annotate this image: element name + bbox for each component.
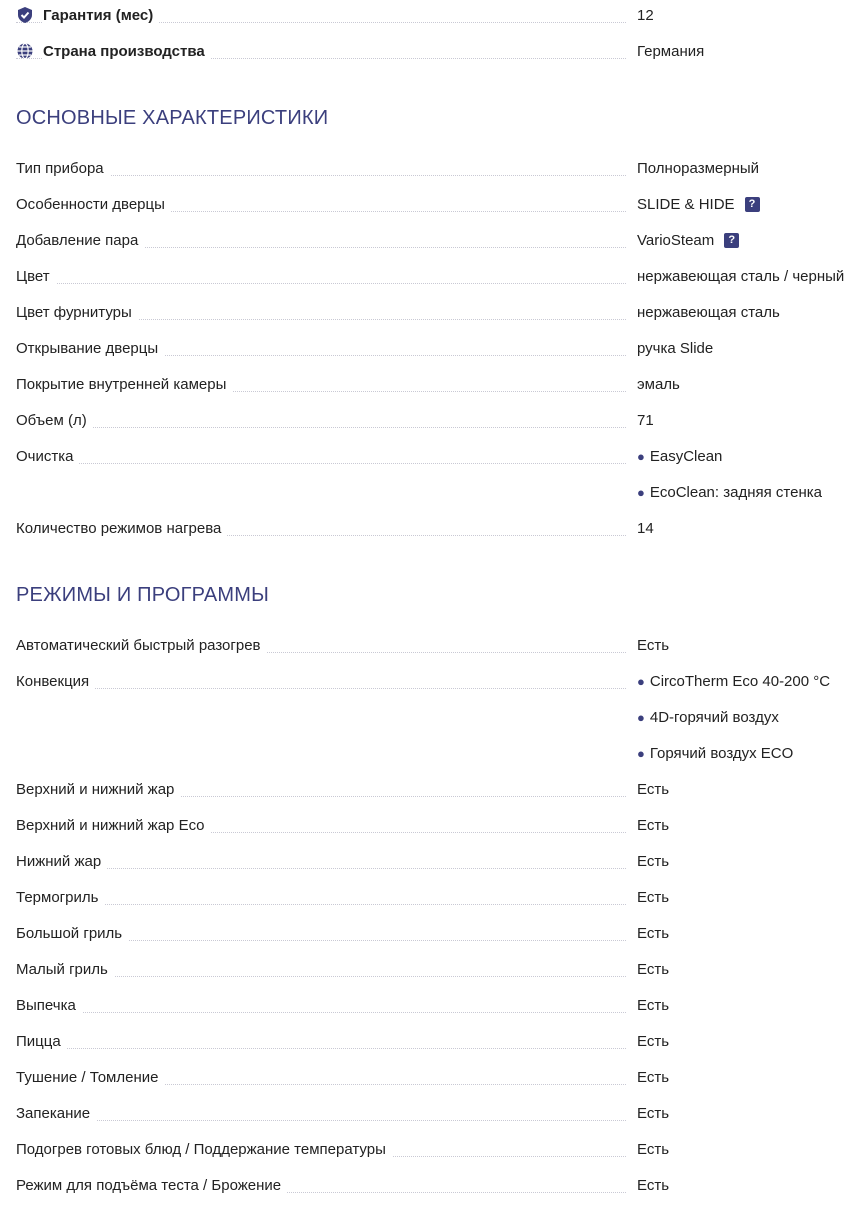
spec-value: Есть <box>637 636 670 654</box>
spec-row-convection-extra <box>16 735 861 771</box>
spec-label: Большой гриль <box>16 925 128 942</box>
spec-label: Открывание дверцы <box>16 340 164 357</box>
spec-value: Есть <box>637 1140 670 1158</box>
spec-label: Цвет фурнитуры <box>16 304 138 321</box>
spec-value-item: ● CircoTherm Eco 40-200 °C <box>637 672 831 690</box>
spec-value: 71 <box>637 411 654 429</box>
bullet-icon: ● <box>637 673 645 689</box>
spec-value: эмаль <box>637 375 680 393</box>
spec-label: Покрытие внутренней камеры <box>16 376 232 393</box>
bullet-icon: ● <box>637 484 645 500</box>
spec-label: Запекание <box>16 1105 96 1122</box>
spec-row-convection-extra <box>16 699 861 735</box>
spec-row-biggrill <box>16 915 861 951</box>
spec-value: нержавеющая сталь <box>637 303 780 321</box>
spec-value: Есть <box>637 1176 670 1194</box>
spec-label: Цвет <box>16 268 56 285</box>
spec-row-modes-count <box>16 510 861 546</box>
spec-row-cleaning-extra <box>16 474 861 510</box>
help-icon[interactable]: ? <box>745 197 760 212</box>
spec-row-convection <box>16 663 861 699</box>
spec-value: Есть <box>637 1068 670 1086</box>
spec-row-autoheat <box>16 627 861 663</box>
spec-row-stewing <box>16 1059 861 1095</box>
spec-row-color <box>16 258 861 294</box>
dotted-leader <box>16 688 626 689</box>
bullet-icon: ● <box>637 448 645 464</box>
dotted-leader <box>16 1048 626 1049</box>
spec-row-coating <box>16 366 861 402</box>
spec-label: Очистка <box>16 448 79 465</box>
dotted-leader <box>16 1012 626 1013</box>
spec-value: Есть <box>637 1104 670 1122</box>
bullet-icon: ● <box>637 745 645 761</box>
spec-label: Малый гриль <box>16 961 114 978</box>
spec-row-dough <box>16 1167 861 1203</box>
spec-row-type <box>16 150 861 186</box>
spec-value-item: ● Горячий воздух ECO <box>637 744 794 762</box>
spec-value: 12 <box>637 6 654 24</box>
spec-label: Особенности дверцы <box>16 196 171 213</box>
spec-value: 14 <box>637 519 654 537</box>
dotted-leader <box>16 904 626 905</box>
spec-value: Германия <box>637 42 705 60</box>
spec-row-casserole <box>16 1095 861 1131</box>
spec-label: Нижний жар <box>16 853 107 870</box>
spec-label: Верхний и нижний жар Eco <box>16 817 210 834</box>
dotted-leader <box>16 463 626 464</box>
spec-row-topbottom <box>16 771 861 807</box>
bullet-icon: ● <box>637 709 645 725</box>
spec-row-baking <box>16 987 861 1023</box>
spec-row-warming <box>16 1131 861 1167</box>
spec-label: Тушение / Томление <box>16 1069 164 1086</box>
spec-label: Подогрев готовых блюд / Поддержание температуры <box>16 1141 392 1158</box>
spec-label: Выпечка <box>16 997 82 1014</box>
globe-icon <box>16 42 34 60</box>
spec-row-topbottom-eco <box>16 807 861 843</box>
spec-value: Полноразмерный <box>637 159 760 177</box>
spec-label: Объем (л) <box>16 412 93 429</box>
section-title-main: ОСНОВНЫЕ ХАРАКТЕРИСТИКИ <box>16 107 329 129</box>
spec-row-steam <box>16 222 861 258</box>
dotted-leader <box>16 283 626 284</box>
spec-value: Есть <box>637 780 670 798</box>
spec-value: Есть <box>637 888 670 906</box>
spec-label: Гарантия (мес) <box>43 7 159 24</box>
spec-label: Автоматический быстрый разогрев <box>16 637 267 654</box>
spec-row-warranty <box>16 0 861 33</box>
spec-value: Есть <box>637 852 670 870</box>
dotted-leader <box>16 1120 626 1121</box>
spec-row-country <box>16 33 861 69</box>
dotted-leader <box>16 427 626 428</box>
spec-value: Есть <box>637 816 670 834</box>
spec-value: SLIDE & HIDE <box>637 195 735 213</box>
spec-value: VarioSteam <box>637 231 715 249</box>
spec-label: Добавление пара <box>16 232 144 249</box>
spec-row-door <box>16 186 861 222</box>
help-icon[interactable]: ? <box>724 233 739 248</box>
spec-value: Есть <box>637 960 670 978</box>
spec-row-fittings <box>16 294 861 330</box>
spec-value: Есть <box>637 924 670 942</box>
spec-row-pizza <box>16 1023 861 1059</box>
spec-label: Термогриль <box>16 889 104 906</box>
spec-label: Пицца <box>16 1033 67 1050</box>
spec-row-thermogrill <box>16 879 861 915</box>
section-title-modes: РЕЖИМЫ И ПРОГРАММЫ <box>16 584 270 606</box>
spec-label: Количество режимов нагрева <box>16 520 227 537</box>
spec-value: нержавеющая сталь / черный <box>637 267 845 285</box>
spec-label: Верхний и нижний жар <box>16 781 180 798</box>
spec-value: Есть <box>637 1032 670 1050</box>
spec-label: Страна производства <box>43 43 211 60</box>
spec-label: Тип прибора <box>16 160 110 177</box>
spec-label: Конвекция <box>16 673 95 690</box>
spec-value: Есть <box>637 996 670 1014</box>
spec-row-bottom <box>16 843 861 879</box>
spec-row-smallgrill <box>16 951 861 987</box>
spec-value-item: ● 4D-горячий воздух <box>637 708 779 726</box>
spec-row-volume <box>16 402 861 438</box>
spec-row-opening <box>16 330 861 366</box>
spec-row-cleaning <box>16 438 861 474</box>
spec-value: ручка Slide <box>637 339 714 357</box>
spec-value-item: ● EcoClean: задняя стенка <box>637 483 822 501</box>
spec-value-item: ● EasyClean <box>637 447 723 465</box>
shield-check-icon <box>16 6 34 24</box>
spec-label: Режим для подъёма теста / Брожение <box>16 1177 287 1194</box>
dotted-leader <box>16 868 626 869</box>
